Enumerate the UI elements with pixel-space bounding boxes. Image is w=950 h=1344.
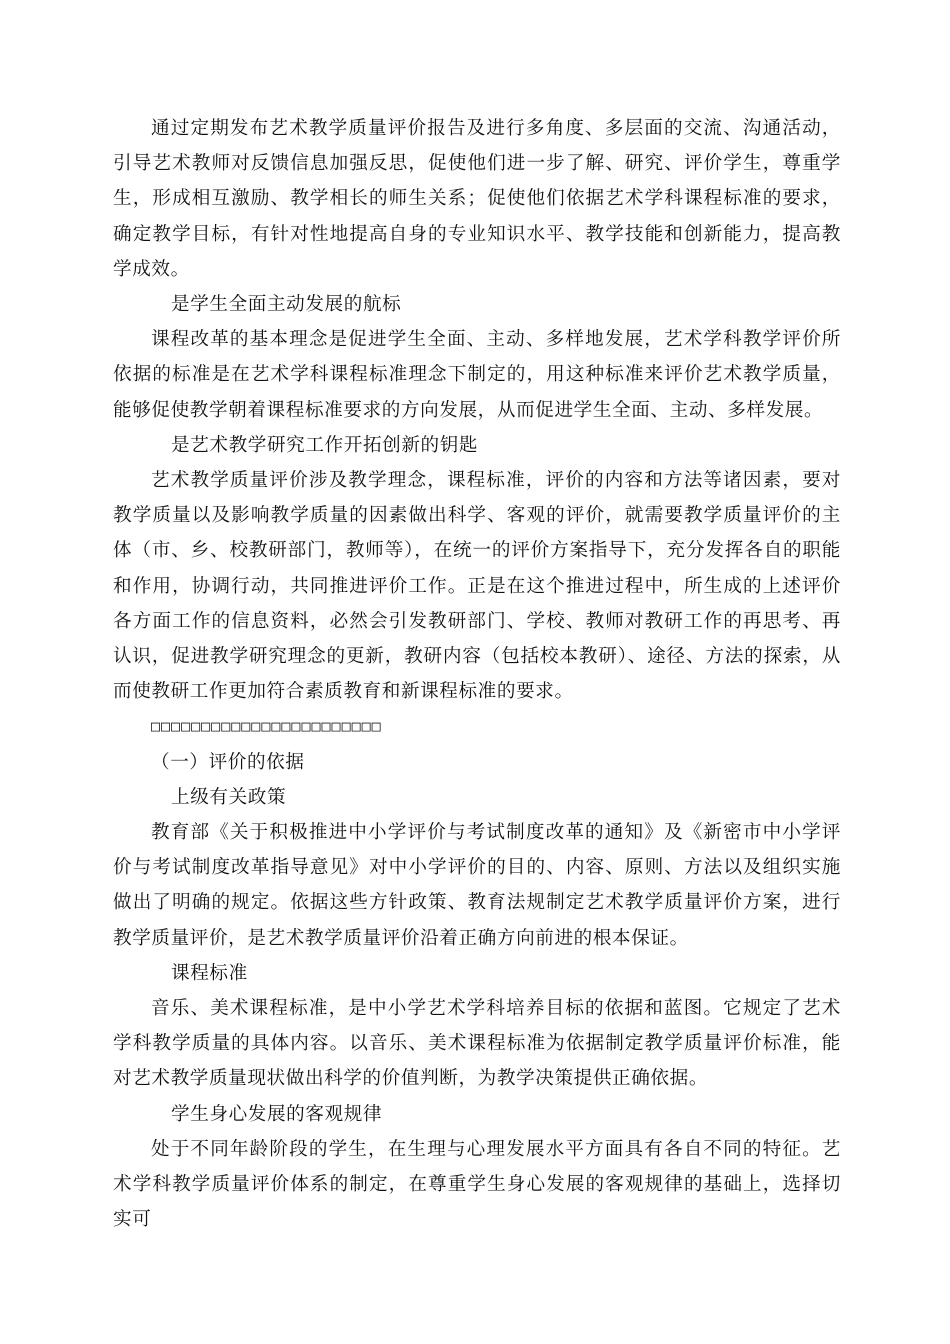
paragraph-curriculum-standard: 音乐、美术课程标准，是中小学艺术学科培养目标的依据和蓝图。它规定了艺术学科教学质量的具体内容。以音乐、美术课程标准为依据制定教学质量评价标准，能对艺术教学质量现状做出科学的价值判断，为教学决策提供正确依据。 <box>113 998 841 1090</box>
document-body <box>113 111 841 1238</box>
section-heading-evaluation-basis: （一）评价的依据 <box>151 751 305 773</box>
garbled-heading: □□□□□□□□□□□□□□□□□□□□□□□ <box>151 717 382 736</box>
heading-development-law: 学生身心发展的客观规律 <box>171 1103 383 1125</box>
paragraph-feedback-reflection: 通过定期发布艺术教学质量评价报告及进行多角度、多层面的交流、沟通活动，引导艺术教师对反馈信息加强反思，促使他们进一步了解、研究、评价学生，尊重学生，形成相互激励、教学相长的师生关系；促使他们依据艺术学科课程标准的要求，确定教学目标，有针对性地提高自身的专业知识水平、教学技能和创新能力，提高教学成效。 <box>113 118 841 280</box>
paragraph-curriculum-reform: 课程改革的基本理念是促进学生全面、主动、多样地发展，艺术学科教学评价所依据的标准是在艺术学科课程标准理念下制定的，用这种标准来评价艺术教学质量，能够促使教学朝着课程标准要求的方向发展，从而促进学生全面、主动、多样发展。 <box>113 329 841 421</box>
heading-curriculum-standard: 课程标准 <box>171 962 248 984</box>
paragraph-policy-basis: 教育部《关于积极推进中小学评价与考试制度改革的通知》及《新密市中小学评价与考试制度改革指导意见》对中小学评价的目的、内容、原则、方法以及组织实施做出了明确的规定。依据这些方针政策、教育法规制定艺术教学质量评价方案，进行教学质量评价，是艺术教学质量评价沿着正确方向前进的根本保证。 <box>113 822 841 949</box>
paragraph-evaluation-factors: 艺术教学质量评价涉及教学理念，课程标准，评价的内容和方法等诸因素，要对教学质量以及影响教学质量的因素做出科学、客观的评价，就需要教学质量评价的主体（市、乡、校教研部门，教师等），在统一的评价方案指导下，充分发挥各自的职能和作用，协调行动，共同推进评价工作。正是在这个推进过程中，所生成的上述评价各方面工作的信息资料，必然会引发教研部门、学校、教师对教研工作的再思考、再认识，促进教学研究理念的更新，教研内容（包括校本教研）、途径、方法的探索，从而使教研工作更加符合素质教育和新课程标准的要求。 <box>113 470 841 703</box>
heading-research-innovation-key: 是艺术教学研究工作开拓创新的钥匙 <box>171 434 479 456</box>
heading-higher-policy: 上级有关政策 <box>171 786 287 808</box>
heading-student-development-beacon: 是学生全面主动发展的航标 <box>171 294 402 316</box>
paragraph-development-law: 处于不同年龄阶段的学生，在生理与心理发展水平方面具有各自不同的特征。艺术学科教学质量评价体系的制定，在尊重学生身心发展的客观规律的基础上，选择切实可 <box>113 1138 841 1231</box>
